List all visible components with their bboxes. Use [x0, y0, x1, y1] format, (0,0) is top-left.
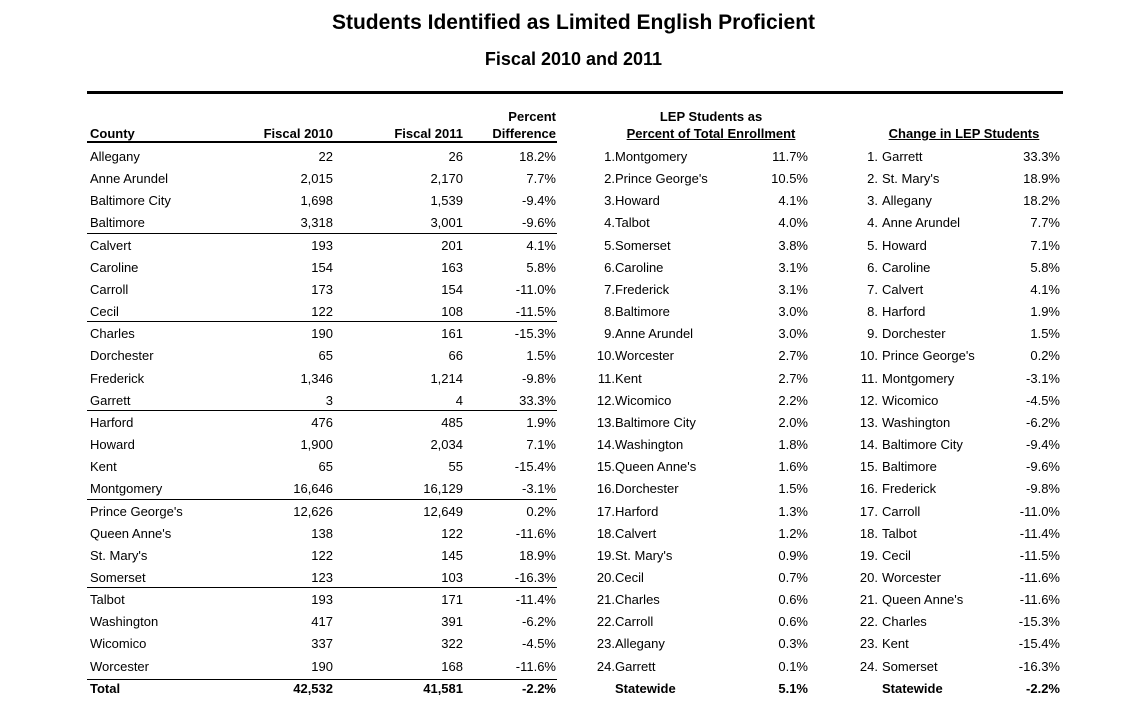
fiscal-2010-cell: 138 [311, 525, 333, 541]
change-county-cell: St. Mary's [882, 171, 940, 187]
change-rank-cell: 17. [859, 503, 878, 519]
fiscal-2011-cell: 12,649 [423, 503, 463, 519]
change-percent-cell: -11.6% [1019, 569, 1060, 585]
lep-percent-cell: 4.1% [778, 193, 808, 209]
lep-percent-cell: 4.0% [778, 215, 808, 231]
change-rank-cell: 8. [867, 304, 878, 320]
statewide-label-change: Statewide [882, 680, 943, 696]
header-change-lep: Change in LEP Students [888, 126, 1040, 141]
page-subtitle: Fiscal 2010 and 2011 [484, 49, 663, 69]
change-rank-cell: 13. [859, 414, 878, 430]
lep-county-cell: Cecil [615, 569, 644, 585]
fiscal-2011-cell: 2,034 [430, 437, 463, 453]
change-percent-cell: 5.8% [1030, 259, 1060, 275]
lep-county-cell: Dorchester [615, 481, 679, 497]
fiscal-2011-cell: 322 [441, 636, 463, 652]
county-cell: Dorchester [90, 348, 154, 364]
county-cell: Howard [90, 437, 135, 453]
change-percent-cell: -3.1% [1026, 370, 1060, 386]
table-row [87, 478, 1063, 500]
county-cell: Allegany [90, 149, 140, 164]
county-cell: Carroll [90, 281, 129, 297]
lep-percent-cell: 0.1% [778, 658, 808, 674]
change-county-cell: Allegany [882, 193, 932, 209]
fiscal-2011-cell: 171 [441, 592, 463, 608]
percent-difference-cell: 4.1% [526, 237, 556, 253]
percent-difference-cell: -9.4% [522, 193, 556, 209]
change-county-cell: Carroll [882, 503, 921, 519]
table-row [87, 301, 1063, 323]
table-row [87, 345, 1063, 367]
fiscal-2011-cell: 154 [441, 281, 463, 297]
table-row [87, 323, 1063, 345]
change-rank-cell: 6. [867, 259, 878, 275]
lep-percent-cell: 0.6% [778, 592, 808, 608]
lep-rank-cell: 21. [596, 592, 615, 608]
fiscal-2011-cell: 1,539 [430, 193, 463, 209]
percent-difference-cell: -11.6% [515, 658, 556, 674]
county-cell: Washington [90, 614, 159, 630]
table-row [87, 456, 1063, 478]
lep-rank-cell: 20. [596, 569, 615, 585]
fiscal-2011-cell: 161 [441, 326, 463, 342]
change-county-cell: Talbot [882, 525, 917, 541]
table-row [87, 235, 1063, 257]
county-cell: Charles [90, 326, 135, 342]
change-percent-cell: 7.7% [1030, 215, 1060, 231]
percent-difference-cell: 0.2% [526, 503, 556, 519]
county-cell: Calvert [90, 237, 132, 253]
percent-difference-cell: -15.3% [514, 326, 556, 342]
lep-rank-cell: 17. [596, 503, 615, 519]
county-cell: Baltimore [90, 215, 145, 231]
lep-rank-cell: 10. [596, 348, 615, 364]
lep-rank-cell: 1. [604, 149, 615, 164]
lep-rank-cell: 15. [596, 459, 615, 475]
statewide-lep-percent: 5.1% [778, 680, 808, 696]
change-rank-cell: 3. [867, 193, 878, 209]
percent-difference-cell: -11.4% [515, 592, 556, 608]
change-percent-cell: 4.1% [1030, 281, 1060, 297]
lep-percent-cell: 0.7% [778, 569, 808, 585]
lep-percent-cell: 0.9% [778, 547, 808, 563]
county-cell: Baltimore City [90, 193, 171, 209]
change-rank-cell: 1. [867, 149, 878, 164]
change-rank-cell: 19. [859, 547, 878, 563]
change-percent-cell: 33.3% [1023, 149, 1060, 164]
header-fiscal-2011: Fiscal 2011 [394, 126, 463, 141]
lep-county-cell: Prince George's [615, 171, 708, 187]
data-table [87, 146, 1063, 700]
county-cell: Caroline [90, 259, 139, 275]
percent-difference-cell: -11.6% [515, 525, 556, 541]
lep-county-cell: Wicomico [615, 392, 672, 408]
group-divider [87, 587, 557, 588]
change-rank-cell: 11. [860, 370, 878, 386]
change-rank-cell: 2. [867, 171, 878, 187]
table-row [87, 633, 1063, 655]
lep-percent-cell: 3.0% [778, 304, 808, 320]
lep-county-cell: Harford [615, 503, 659, 519]
group-divider [87, 410, 557, 411]
change-county-cell: Anne Arundel [882, 215, 961, 231]
change-county-cell: Queen Anne's [882, 592, 964, 608]
table-row [87, 146, 1063, 168]
fiscal-2010-cell: 3,318 [300, 215, 333, 231]
lep-county-cell: Allegany [615, 636, 665, 652]
change-rank-cell: 15. [859, 459, 878, 475]
lep-percent-cell: 3.0% [778, 326, 808, 342]
fiscal-2010-cell: 122 [311, 547, 333, 563]
change-rank-cell: 14. [859, 437, 878, 453]
fiscal-2010-cell: 65 [318, 348, 333, 364]
lep-percent-cell: 1.8% [778, 437, 808, 453]
table-row [87, 279, 1063, 301]
fiscal-2010-cell: 22 [318, 149, 333, 164]
table-row [87, 390, 1063, 412]
lep-rank-cell: 22. [596, 614, 615, 630]
change-percent-cell: 18.2% [1023, 193, 1060, 209]
change-percent-cell: -9.8% [1026, 481, 1060, 497]
lep-percent-cell: 1.2% [778, 525, 808, 541]
county-cell: Garrett [90, 392, 131, 408]
fiscal-2011-cell: 66 [448, 348, 463, 364]
table-row [87, 611, 1063, 633]
fiscal-2011-cell: 168 [441, 658, 463, 674]
percent-difference-cell: -15.4% [514, 459, 556, 475]
group-divider [87, 499, 557, 500]
percent-difference-cell: 1.9% [526, 414, 556, 430]
percent-difference-cell: -9.8% [522, 370, 556, 386]
table-row [87, 412, 1063, 434]
change-county-cell: Garrett [882, 149, 923, 164]
percent-difference-cell: 7.1% [526, 437, 556, 453]
change-county-cell: Wicomico [882, 392, 939, 408]
change-percent-cell: 18.9% [1023, 171, 1060, 187]
fiscal-2011-cell: 1,214 [430, 370, 463, 386]
total-fiscal-2010: 42,532 [293, 680, 333, 696]
change-county-cell: Caroline [882, 259, 931, 275]
fiscal-2010-cell: 173 [311, 281, 333, 297]
lep-rank-cell: 2. [604, 171, 615, 187]
group-divider [87, 233, 557, 234]
change-county-cell: Dorchester [882, 326, 946, 342]
lep-county-cell: Garrett [615, 658, 656, 674]
county-cell: Talbot [90, 592, 125, 608]
lep-rank-cell: 19. [596, 547, 615, 563]
percent-difference-cell: -4.5% [522, 636, 556, 652]
change-percent-cell: 1.9% [1030, 304, 1060, 320]
fiscal-2010-cell: 1,900 [300, 437, 333, 453]
change-percent-cell: 7.1% [1030, 237, 1060, 253]
county-cell: Queen Anne's [90, 525, 172, 541]
change-percent-cell: -11.4% [1019, 525, 1060, 541]
county-cell: Anne Arundel [90, 171, 169, 187]
table-row [87, 434, 1063, 456]
table-row [87, 545, 1063, 567]
fiscal-2010-cell: 1,698 [300, 193, 333, 209]
county-cell: Frederick [90, 370, 145, 386]
change-county-cell: Calvert [882, 281, 924, 297]
statewide-change-percent: -2.2% [1026, 680, 1060, 696]
table-row [87, 656, 1063, 678]
change-percent-cell: -9.6% [1026, 459, 1060, 475]
total-label: Total [90, 680, 121, 696]
fiscal-2010-cell: 190 [311, 658, 333, 674]
lep-rank-cell: 14. [596, 437, 615, 453]
lep-county-cell: Talbot [615, 215, 650, 231]
lep-rank-cell: 6. [604, 259, 615, 275]
lep-rank-cell: 16. [596, 481, 615, 497]
change-county-cell: Baltimore [882, 459, 937, 475]
lep-percent-cell: 2.7% [778, 348, 808, 364]
table-row [87, 168, 1063, 190]
header-rule [87, 141, 557, 143]
change-rank-cell: 24. [859, 658, 878, 674]
lep-rank-cell: 8. [604, 304, 615, 320]
percent-difference-cell: 18.9% [519, 547, 556, 563]
fiscal-2010-cell: 2,015 [300, 171, 333, 187]
percent-difference-cell: -6.2% [522, 614, 556, 630]
change-rank-cell: 16. [859, 481, 878, 497]
fiscal-2010-cell: 417 [311, 614, 333, 630]
lep-percent-cell: 1.6% [778, 459, 808, 475]
percent-difference-cell: -3.1% [522, 481, 556, 497]
lep-rank-cell: 3. [604, 193, 615, 209]
change-percent-cell: -16.3% [1018, 658, 1060, 674]
change-county-cell: Kent [882, 636, 909, 652]
table-row [87, 257, 1063, 279]
lep-percent-cell: 3.1% [778, 281, 808, 297]
statewide-label-lep: Statewide [615, 680, 676, 696]
fiscal-2011-cell: 3,001 [430, 215, 463, 231]
lep-county-cell: Washington [615, 437, 684, 453]
lep-county-cell: Carroll [615, 614, 654, 630]
fiscal-2010-cell: 476 [311, 414, 333, 430]
fiscal-2011-cell: 103 [441, 569, 463, 585]
lep-percent-cell: 0.6% [778, 614, 808, 630]
county-cell: St. Mary's [90, 547, 148, 563]
fiscal-2010-cell: 190 [311, 326, 333, 342]
lep-county-cell: Baltimore City [615, 414, 696, 430]
lep-percent-cell: 3.8% [778, 237, 808, 253]
header-fiscal-2010: Fiscal 2010 [263, 126, 333, 141]
lep-county-cell: Howard [615, 193, 660, 209]
lep-county-cell: Somerset [615, 237, 671, 253]
table-row [87, 523, 1063, 545]
lep-rank-cell: 5. [604, 237, 615, 253]
change-rank-cell: 9. [867, 326, 878, 342]
lep-percent-cell: 10.5% [771, 171, 808, 187]
change-county-cell: Worcester [882, 569, 941, 585]
table-row [87, 567, 1063, 589]
county-cell: Wicomico [90, 636, 147, 652]
change-county-cell: Howard [882, 237, 927, 253]
lep-rank-cell: 23. [596, 636, 615, 652]
fiscal-2011-cell: 26 [448, 149, 463, 164]
total-row [87, 678, 1063, 700]
header-percent: Percent [508, 109, 556, 124]
lep-rank-cell: 18. [596, 525, 615, 541]
percent-difference-cell: 33.3% [519, 392, 556, 408]
fiscal-2010-cell: 16,646 [293, 481, 333, 497]
lep-county-cell: Frederick [615, 281, 670, 297]
top-rule [87, 91, 1063, 94]
change-percent-cell: -15.3% [1018, 614, 1060, 630]
change-county-cell: Cecil [882, 547, 911, 563]
change-percent-cell: 0.2% [1030, 348, 1060, 364]
lep-rank-cell: 11. [597, 370, 615, 386]
lep-county-cell: St. Mary's [615, 547, 673, 563]
change-percent-cell: -9.4% [1026, 437, 1060, 453]
percent-difference-cell: -9.6% [522, 215, 556, 231]
change-county-cell: Prince George's [882, 348, 975, 364]
change-county-cell: Montgomery [882, 370, 955, 386]
lep-percent-cell: 2.7% [778, 370, 808, 386]
change-county-cell: Frederick [882, 481, 937, 497]
county-cell: Montgomery [90, 481, 163, 497]
lep-percent-cell: 2.0% [778, 414, 808, 430]
fiscal-2010-cell: 193 [311, 592, 333, 608]
fiscal-2011-cell: 145 [441, 547, 463, 563]
change-county-cell: Charles [882, 614, 927, 630]
lep-county-cell: Anne Arundel [615, 326, 694, 342]
change-county-cell: Harford [882, 304, 926, 320]
fiscal-2010-cell: 1,346 [300, 370, 333, 386]
percent-difference-cell: 7.7% [526, 171, 556, 187]
fiscal-2010-cell: 193 [311, 237, 333, 253]
percent-difference-cell: 1.5% [526, 348, 556, 364]
table-row [87, 190, 1063, 212]
table-row [87, 589, 1063, 611]
change-percent-cell: -11.0% [1019, 503, 1060, 519]
change-county-cell: Washington [882, 414, 951, 430]
header-county: County [90, 126, 135, 141]
lep-percent-cell: 0.3% [778, 636, 808, 652]
change-county-cell: Baltimore City [882, 437, 963, 453]
percent-difference-cell: -11.5% [515, 304, 556, 320]
change-percent-cell: -6.2% [1026, 414, 1060, 430]
lep-county-cell: Queen Anne's [615, 459, 697, 475]
page-title: Students Identified as Limited English Proficient [331, 11, 816, 34]
fiscal-2010-cell: 65 [318, 459, 333, 475]
fiscal-2011-cell: 16,129 [423, 481, 463, 497]
county-cell: Harford [90, 414, 134, 430]
total-fiscal-2011: 41,581 [423, 680, 463, 696]
change-rank-cell: 23. [859, 636, 878, 652]
fiscal-2010-cell: 122 [311, 304, 333, 320]
lep-percent-cell: 1.3% [778, 503, 808, 519]
lep-county-cell: Baltimore [615, 304, 670, 320]
percent-difference-cell: 18.2% [519, 149, 556, 164]
lep-county-cell: Caroline [615, 259, 664, 275]
fiscal-2011-cell: 485 [441, 414, 463, 430]
change-rank-cell: 18. [859, 525, 878, 541]
lep-county-cell: Montgomery [615, 149, 688, 164]
percent-difference-cell: 5.8% [526, 259, 556, 275]
fiscal-2010-cell: 12,626 [293, 503, 333, 519]
fiscal-2011-cell: 391 [441, 614, 463, 630]
fiscal-2011-cell: 4 [455, 392, 463, 408]
group-divider [87, 321, 557, 322]
lep-rank-cell: 7. [604, 281, 615, 297]
lep-county-cell: Charles [615, 592, 660, 608]
county-cell: Worcester [90, 658, 149, 674]
county-cell: Somerset [90, 569, 146, 585]
lep-percent-cell: 11.7% [772, 149, 808, 164]
change-rank-cell: 12. [859, 392, 878, 408]
fiscal-2010-cell: 337 [311, 636, 333, 652]
lep-rank-cell: 4. [604, 215, 615, 231]
change-percent-cell: -15.4% [1018, 636, 1060, 652]
header-lep-students: LEP Students as [659, 109, 763, 124]
change-percent-cell: 1.5% [1030, 326, 1060, 342]
fiscal-2010-cell: 3 [325, 392, 333, 408]
county-cell: Prince George's [90, 503, 183, 519]
change-percent-cell: -4.5% [1026, 392, 1060, 408]
change-percent-cell: -11.6% [1019, 592, 1060, 608]
fiscal-2011-cell: 163 [441, 259, 463, 275]
fiscal-2011-cell: 122 [441, 525, 463, 541]
lep-percent-cell: 1.5% [778, 481, 808, 497]
lep-county-cell: Kent [615, 370, 642, 386]
lep-rank-cell: 12. [596, 392, 615, 408]
change-percent-cell: -11.5% [1019, 547, 1060, 563]
change-rank-cell: 20. [859, 569, 878, 585]
change-county-cell: Somerset [882, 658, 938, 674]
county-cell: Cecil [90, 304, 119, 320]
fiscal-2011-cell: 201 [441, 237, 463, 253]
fiscal-2011-cell: 108 [441, 304, 463, 320]
change-rank-cell: 21. [859, 592, 878, 608]
lep-county-cell: Calvert [615, 525, 657, 541]
change-rank-cell: 22. [859, 614, 878, 630]
table-row [87, 212, 1063, 234]
percent-difference-cell: -11.0% [515, 281, 556, 297]
change-rank-cell: 4. [867, 215, 878, 231]
lep-rank-cell: 9. [604, 326, 615, 342]
fiscal-2010-cell: 154 [311, 259, 333, 275]
table-row [87, 368, 1063, 390]
lep-rank-cell: 13. [596, 414, 615, 430]
table-row [87, 501, 1063, 523]
header-difference: Difference [492, 126, 556, 141]
percent-difference-cell: -16.3% [514, 569, 556, 585]
lep-percent-cell: 2.2% [778, 392, 808, 408]
county-cell: Kent [90, 459, 117, 475]
lep-county-cell: Worcester [615, 348, 674, 364]
change-rank-cell: 5. [867, 237, 878, 253]
fiscal-2011-cell: 55 [448, 459, 463, 475]
total-percent-difference: -2.2% [522, 680, 556, 696]
lep-percent-cell: 3.1% [778, 259, 808, 275]
change-rank-cell: 10. [859, 348, 878, 364]
header-percent-total-enrollment: Percent of Total Enrollment [626, 126, 796, 141]
fiscal-2010-cell: 123 [311, 569, 333, 585]
change-rank-cell: 7. [867, 281, 878, 297]
fiscal-2011-cell: 2,170 [430, 171, 463, 187]
lep-rank-cell: 24. [596, 658, 615, 674]
